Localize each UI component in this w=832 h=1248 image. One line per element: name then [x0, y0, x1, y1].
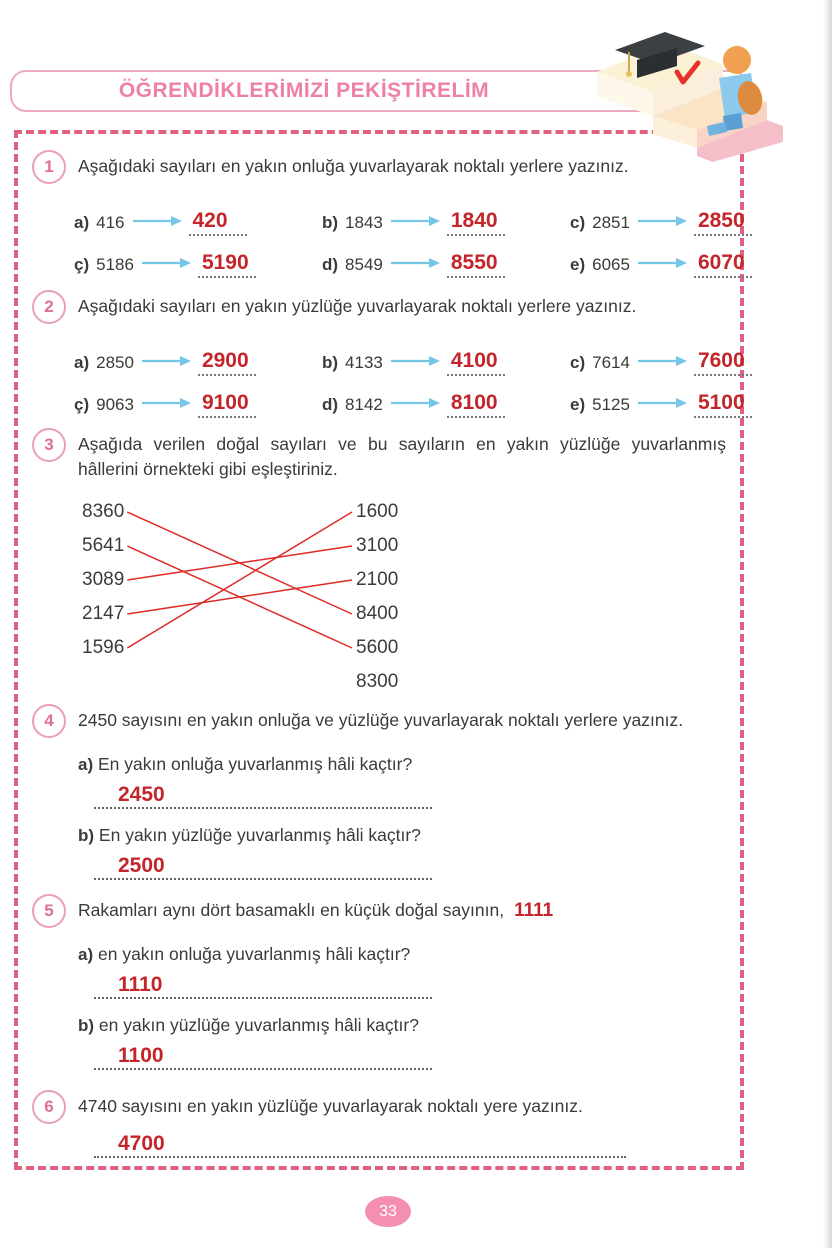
answer-value: 1840	[450, 209, 498, 232]
q2-item-a	[74, 334, 322, 376]
q1-item-e	[570, 236, 752, 278]
q2-item-c	[570, 334, 752, 376]
matching-exercise	[32, 495, 726, 707]
page-number-badge: 33	[365, 1196, 411, 1227]
answer-value: 5190	[201, 251, 249, 274]
part-question: En yakın onluğa yuvarlanmış hâli kaçtır?	[98, 754, 413, 774]
item-value: 4133	[345, 353, 383, 372]
match-left-item: 8360	[82, 501, 125, 522]
q1-item-a	[74, 194, 322, 236]
item-value: 416	[96, 213, 125, 232]
item-label: ç)	[74, 395, 90, 414]
item-value: 8549	[345, 255, 383, 274]
dotted-line	[198, 415, 256, 418]
q2-item-e	[570, 376, 752, 418]
q2-item-b	[322, 334, 570, 376]
q2-item-ç	[74, 376, 322, 418]
dotted-line	[198, 275, 256, 278]
answer-value: 9100	[201, 391, 249, 414]
q6-answer	[78, 1132, 726, 1158]
arrow-right-icon	[637, 396, 687, 410]
question-3	[32, 428, 726, 707]
arrow-right-icon	[141, 256, 191, 270]
match-left-item: 2147	[82, 603, 125, 624]
q1-item-ç	[74, 236, 322, 278]
answer-field	[94, 854, 432, 880]
item-label: c)	[570, 353, 586, 372]
match-right-item: 1600	[356, 501, 399, 522]
dotted-line	[694, 415, 752, 418]
part-question: En yakın yüzlüğe yuvarlanmış hâli kaçtır?	[98, 825, 421, 845]
question-number-badge: 4	[32, 704, 66, 738]
dotted-line	[447, 415, 505, 418]
question-text: Aşağıdaki sayıları en yakın yüzlüğe yuvarlayarak noktalı yerlere yazınız.	[78, 296, 637, 316]
answer-value: 2450	[118, 783, 165, 806]
q1-items	[74, 194, 745, 278]
question-number-badge: 6	[32, 1090, 66, 1124]
match-line	[127, 546, 352, 580]
answer-field	[94, 1044, 432, 1070]
item-value: 7614	[592, 353, 630, 372]
arrow-right-icon	[390, 396, 440, 410]
match-left-item: 5641	[82, 535, 125, 556]
part-label: a)	[78, 945, 94, 964]
arrow-right-icon	[141, 396, 191, 410]
item-value: 2851	[592, 213, 630, 232]
arrow-right-icon	[390, 256, 440, 270]
item-label: e)	[570, 255, 586, 274]
match-line	[127, 512, 352, 648]
match-line	[127, 512, 352, 614]
answer-value: 2850	[697, 209, 745, 232]
item-value: 1843	[345, 213, 383, 232]
arrow-right-icon	[132, 214, 182, 228]
scan-page-edge	[823, 0, 832, 1248]
item-label: b)	[322, 213, 339, 232]
books-illustration	[585, 10, 790, 162]
match-right-item: 5600	[356, 637, 399, 658]
q4-part-a	[78, 754, 726, 809]
question-text: 2450 sayısını en yakın onluğa ve yüzlüğe yuvarlayarak noktalı yerlere yazınız.	[78, 710, 684, 730]
match-right-column	[356, 495, 398, 699]
part-label: b)	[78, 1016, 95, 1035]
answer-value: 6070	[697, 251, 745, 274]
dotted-line	[447, 275, 505, 278]
q2-item-d	[322, 376, 570, 418]
dotted-line	[694, 275, 752, 278]
item-label: a)	[74, 353, 90, 372]
arrow-right-icon	[141, 354, 191, 368]
item-value: 6065	[592, 255, 630, 274]
question-2	[32, 290, 745, 418]
answer-field	[94, 783, 432, 809]
match-right-item: 3100	[356, 535, 399, 556]
q1-item-d	[322, 236, 570, 278]
question-number-badge: 5	[32, 894, 66, 928]
match-left-column	[82, 495, 124, 665]
question-5	[32, 894, 726, 1070]
match-line	[127, 580, 352, 614]
question-1	[32, 150, 745, 278]
part-label: a)	[78, 755, 94, 774]
item-label: e)	[570, 395, 586, 414]
arrow-right-icon	[637, 256, 687, 270]
question-4	[32, 704, 726, 880]
answer-value: 7600	[697, 349, 745, 372]
item-label: b)	[322, 353, 339, 372]
answer-value: 5100	[697, 391, 745, 414]
part-question: en yakın yüzlüğe yuvarlanmış hâli kaçtır?	[98, 1015, 419, 1035]
arrow-right-icon	[390, 354, 440, 368]
question-number-badge: 2	[32, 290, 66, 324]
q2-items	[74, 334, 745, 418]
match-left-item: 3089	[82, 569, 125, 590]
q1-item-b	[322, 194, 570, 236]
answer-value: 2500	[118, 854, 165, 877]
arrow-right-icon	[637, 354, 687, 368]
item-label: ç)	[74, 255, 90, 274]
arrow-right-icon	[390, 214, 440, 228]
part-label: b)	[78, 826, 95, 845]
answer-value: 1100	[118, 1044, 164, 1067]
question-text	[78, 894, 553, 925]
match-right-item: 8400	[356, 603, 399, 624]
answer-value: 8550	[450, 251, 498, 274]
match-right-item: 2100	[356, 569, 399, 590]
page-title: ÖĞRENDİKLERİMİZİ PEKİŞTİRELİM	[118, 79, 490, 102]
match-line	[127, 546, 352, 648]
answer-field	[94, 973, 432, 999]
answer-value: 4700	[118, 1132, 165, 1155]
answer-value: 8100	[450, 391, 498, 414]
inline-answer-value: 1111	[514, 900, 554, 921]
question-number-badge: 1	[32, 150, 66, 184]
answer-field	[94, 1132, 626, 1158]
arrow-right-icon	[637, 214, 687, 228]
item-value: 2850	[96, 353, 134, 372]
question-text: Aşağıda verilen doğal sayıları ve bu sayıların en yakın yüzlüğe yuvarlanmış hâllerini örnekteki gibi eşleştiriniz.	[78, 434, 726, 479]
item-value: 5125	[592, 395, 630, 414]
student-head	[723, 46, 751, 74]
item-label: d)	[322, 395, 339, 414]
q4-part-b	[78, 825, 726, 880]
question-6	[32, 1090, 726, 1158]
answer-value: 420	[192, 209, 228, 232]
item-label: a)	[74, 213, 90, 232]
cap-tassel-end	[626, 71, 632, 77]
answer-value: 4100	[450, 349, 498, 372]
match-left-item: 1596	[82, 637, 125, 658]
item-value: 9063	[96, 395, 134, 414]
item-value: 8142	[345, 395, 383, 414]
item-label: d)	[322, 255, 339, 274]
item-value: 5186	[96, 255, 134, 274]
q1-item-c	[570, 194, 752, 236]
answer-value: 2900	[201, 349, 249, 372]
answer-value: 1110	[118, 973, 163, 996]
content-frame	[14, 130, 744, 1170]
match-right-item: 8300	[356, 671, 399, 692]
question-number-badge: 3	[32, 428, 66, 462]
q5-part-a	[78, 944, 726, 999]
question-text-main: Rakamları aynı dört basamaklı en küçük doğal sayının,	[78, 900, 505, 920]
question-text: 4740 sayısını en yakın yüzlüğe yuvarlayarak noktalı yere yazınız.	[78, 1096, 583, 1116]
q5-part-b	[78, 1015, 726, 1070]
part-question: en yakın onluğa yuvarlanmış hâli kaçtır?	[98, 944, 411, 964]
question-text: Aşağıdaki sayıları en yakın onluğa yuvarlayarak noktalı yerlere yazınız.	[78, 156, 629, 176]
item-label: c)	[570, 213, 586, 232]
